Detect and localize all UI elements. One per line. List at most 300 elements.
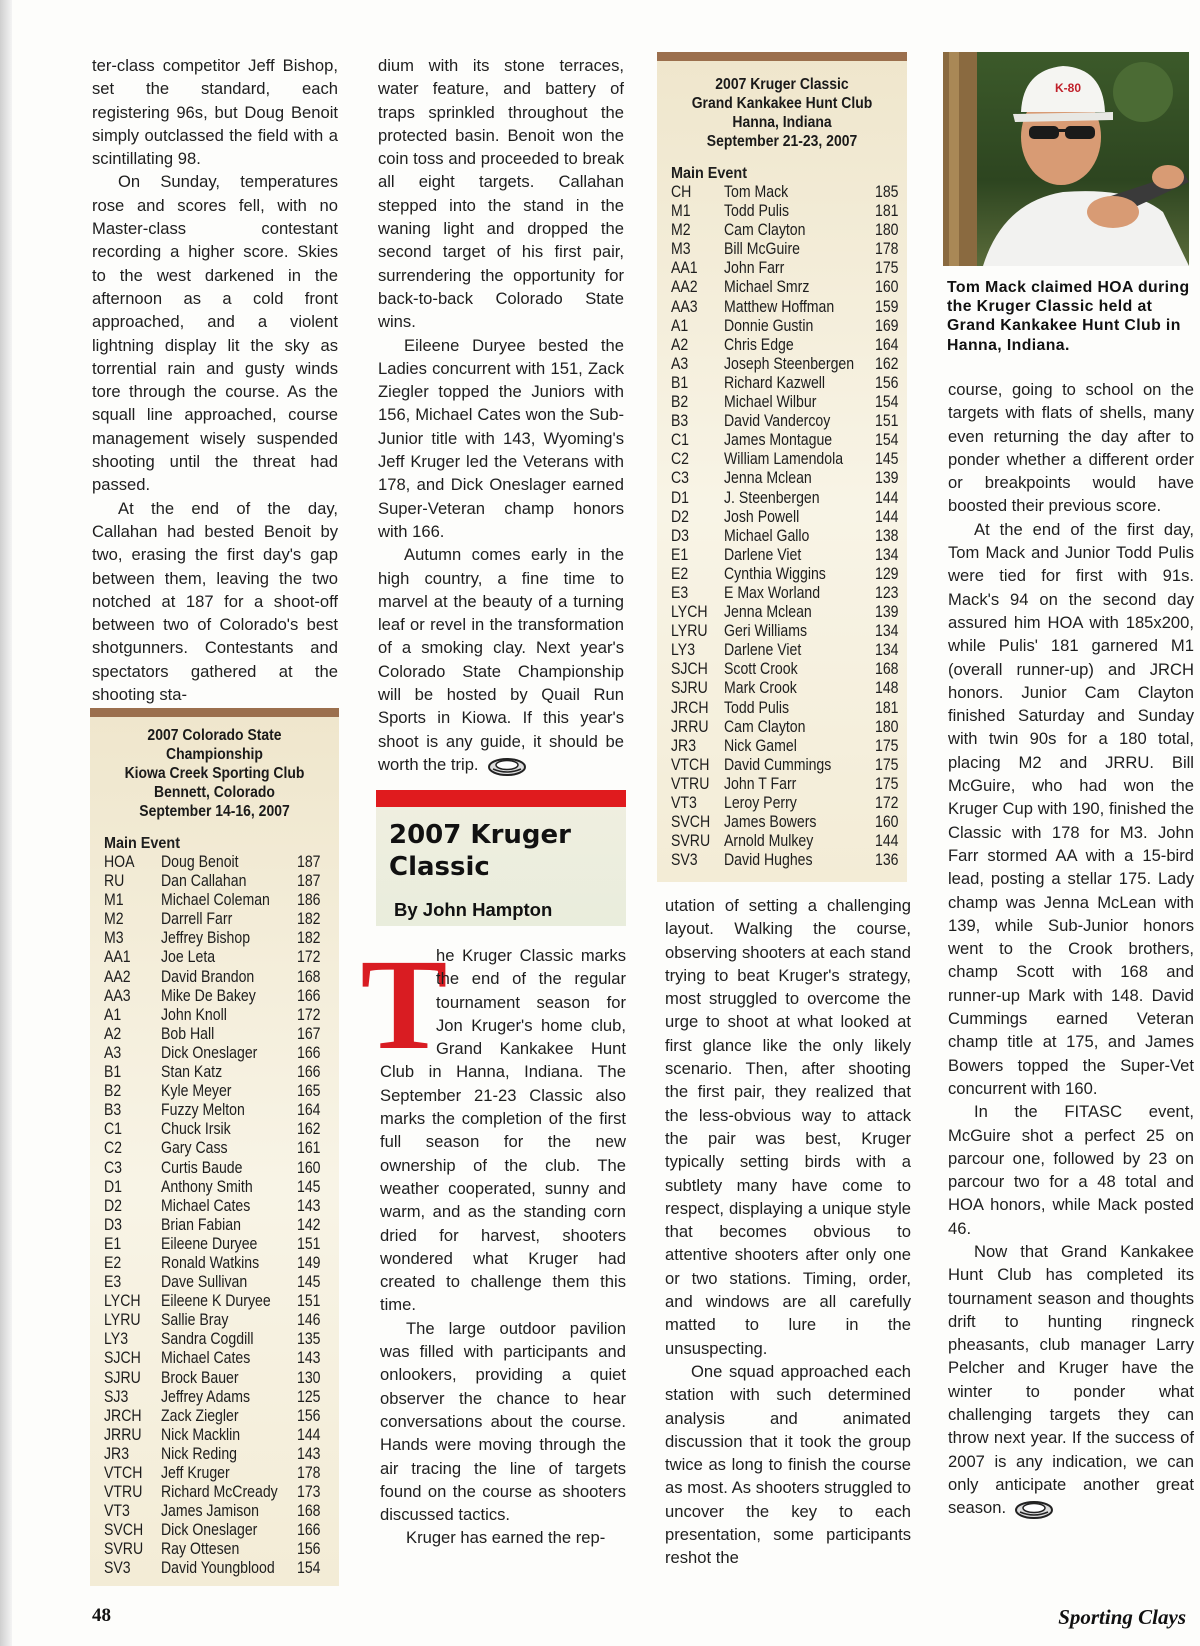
paragraph: Autumn comes early in the high country, a fine time to marvel at the beauty of a turning leaf or revel in the transformation of a smoking clay. Next year's Colorado State Championship will be hosted by Quail Run Sports in Kiowa. If this year's shoot is any guide, it should be worth the trip. (378, 543, 624, 776)
score: 138 (875, 526, 899, 545)
shooter-name: Jenna Mclean (724, 469, 812, 488)
kruger-results-box (657, 52, 907, 882)
shooter-name: Ray Ottesen (161, 1540, 240, 1559)
shooter-name: Dan Callahan (161, 872, 247, 891)
shooter-name: Jenna Mclean (724, 603, 812, 622)
class-code: C3 (671, 469, 690, 488)
class-code: VTRU (671, 774, 710, 793)
section-heading: Main Event (104, 835, 181, 852)
shooter-name: David Youngblood (161, 1559, 275, 1578)
paragraph: At the end of the day, Callahan had bested Benoit by two, erasing the first day's gap between them, leaving the two notched at 187 for a shoot-off between two of Colorado's best shotgunners. Contestants and spectators gathered at the shooting sta- (92, 498, 338, 705)
shooter-name: Nick Reding (161, 1444, 238, 1463)
shooter-name: Tom Mack (724, 183, 789, 201)
shooter-name: Darlene Viet (724, 641, 802, 660)
class-code: M2 (104, 910, 124, 929)
score: 148 (875, 679, 899, 698)
score: 164 (296, 1101, 321, 1120)
result-row (104, 1139, 324, 1158)
page-number: 48 (92, 1605, 111, 1626)
class-code: B3 (671, 412, 689, 431)
score: 182 (296, 929, 321, 948)
result-row (671, 412, 903, 431)
class-code: JRRU (671, 717, 709, 736)
result-row (671, 431, 903, 450)
shooter-name: Michael Wilbur (724, 393, 817, 412)
result-row (671, 298, 903, 317)
result-row (671, 259, 903, 278)
class-code: E1 (671, 545, 689, 564)
score: 178 (296, 1464, 321, 1482)
article-title: 2007 Kruger Classic (389, 820, 571, 882)
class-code: AA1 (104, 948, 131, 967)
shooter-name: Curtis Baude (161, 1158, 243, 1177)
score: 182 (296, 910, 321, 929)
class-code: JR3 (671, 736, 697, 755)
class-code: AA3 (671, 297, 698, 316)
result-row (671, 240, 903, 259)
shooter-name: Sallie Bray (161, 1311, 229, 1330)
result-row (104, 929, 324, 948)
score: 180 (875, 717, 899, 736)
class-code: M1 (104, 891, 124, 910)
class-code: SVCH (671, 813, 711, 832)
result-row (104, 1063, 324, 1082)
result-row (671, 775, 903, 794)
result-row (104, 1101, 324, 1120)
class-code: CH (671, 183, 692, 201)
shooter-name: Cam Clayton (724, 221, 806, 240)
score: 168 (296, 967, 321, 986)
shooter-name: Richard Kazwell (724, 373, 826, 392)
class-code: A1 (671, 316, 689, 335)
score: 143 (296, 1349, 321, 1368)
result-row (671, 718, 903, 737)
column-1 (92, 54, 338, 706)
shooter-name: Sandra Cogdill (161, 1330, 254, 1349)
shooter-name: Donnie Gustin (724, 316, 814, 335)
score: 166 (296, 986, 321, 1005)
shooter-name: Brian Fabian (161, 1215, 241, 1234)
result-row (671, 679, 903, 698)
score: 187 (296, 872, 321, 891)
score: 129 (875, 564, 899, 583)
score: 125 (296, 1387, 321, 1406)
result-row (671, 393, 903, 412)
result-row (104, 987, 324, 1006)
result-row (671, 565, 903, 584)
paragraph: T he Kruger Classic marks the end of the regular tournament season for Jon Kruger's home club, Grand Kankakee Hunt Club in Hanna, Indiana. The September 21-23 Classic also marks the completion of the first full season for the new ownership of the club. The weather cooperated, sunny and warm, and as the standing corn dried for harvest, shooters wondered what Kruger had created to challenge them this time. (360, 933, 626, 1315)
shooter-name: Michael Gallo (724, 526, 810, 545)
shooter-name: Joseph Steenbergen (724, 354, 855, 373)
result-row (104, 1311, 324, 1330)
shooter-name: Mike De Bakey (161, 986, 256, 1005)
class-code: JR3 (104, 1444, 130, 1463)
result-row (671, 851, 903, 870)
result-row (671, 527, 903, 546)
class-code: RU (104, 872, 125, 891)
colorado-results-box (90, 708, 339, 1586)
shooter-name: Jeffrey Adams (161, 1387, 251, 1406)
score: 123 (875, 583, 899, 602)
result-row (104, 1292, 324, 1311)
score: 154 (875, 393, 899, 412)
result-row (104, 968, 324, 987)
score: 139 (875, 603, 899, 622)
class-code: AA3 (104, 986, 131, 1005)
shooter-name: William Lamendola (724, 450, 844, 469)
result-row (671, 202, 903, 221)
result-row (104, 1025, 324, 1044)
class-code: VTCH (104, 1464, 143, 1482)
score: 134 (875, 545, 899, 564)
result-row (671, 469, 903, 488)
shooter-name: E Max Worland (724, 583, 821, 602)
class-code: D2 (104, 1196, 123, 1215)
shooter-name: J. Steenbergen (724, 488, 820, 507)
paragraph: ter-class competitor Jeff Bishop, set the standard, each registering 96s, but Doug Benoit simply outclassed the field with a scintillating 98. (92, 56, 338, 169)
drop-cap (360, 933, 448, 1077)
shooter-name: James Bowers (724, 813, 817, 832)
score: 139 (875, 469, 899, 488)
class-code: E2 (671, 564, 689, 583)
result-row (671, 355, 903, 374)
page-gutter (0, 0, 12, 1646)
score: 175 (875, 755, 899, 774)
class-code: SJCH (671, 660, 708, 679)
result-row (104, 1159, 324, 1178)
score: 169 (875, 316, 899, 335)
result-row (671, 489, 903, 508)
score: 166 (296, 1521, 321, 1540)
score: 167 (296, 1024, 321, 1043)
result-row (671, 374, 903, 393)
score: 136 (875, 851, 899, 870)
score: 135 (296, 1330, 321, 1349)
shooter-name: John Farr (724, 259, 785, 278)
score: 178 (875, 240, 899, 259)
score: 134 (875, 622, 899, 641)
class-code: VTCH (671, 755, 710, 774)
clay-target-icon (487, 755, 527, 777)
shooter-name: Richard McCready (161, 1483, 278, 1502)
class-code: SJRU (104, 1368, 141, 1387)
class-code: LY3 (671, 641, 696, 660)
result-row (671, 603, 903, 622)
result-row (104, 1426, 324, 1445)
shooter-name: David Cummings (724, 755, 832, 774)
result-row (671, 794, 903, 813)
result-row (671, 660, 903, 679)
shooter-name: Mark Crook (724, 679, 797, 698)
column-3 (665, 894, 911, 1570)
class-code: M2 (671, 221, 691, 240)
score: 160 (875, 278, 899, 297)
article-body-column-2 (360, 933, 626, 1550)
shooter-name: Matthew Hoffman (724, 297, 835, 316)
score: 134 (875, 641, 899, 660)
shooter-name: Bill McGuire (724, 240, 800, 259)
shooter-name: David Brandon (161, 967, 255, 986)
result-row (104, 1349, 324, 1368)
class-code: C2 (104, 1139, 123, 1158)
class-code: LYRU (671, 622, 708, 641)
class-code: LY3 (104, 1330, 129, 1349)
column-2 (378, 54, 624, 777)
class-code: E1 (104, 1234, 122, 1253)
class-code: JRCH (104, 1406, 142, 1425)
result-row (671, 737, 903, 756)
shooter-name: Doug Benoit (161, 853, 239, 871)
score: 154 (875, 431, 899, 450)
score: 156 (296, 1540, 321, 1559)
score: 173 (296, 1483, 321, 1502)
score: 145 (296, 1273, 321, 1292)
class-code: A3 (104, 1043, 122, 1062)
score: 180 (875, 221, 899, 240)
result-row (104, 1178, 324, 1197)
result-row (104, 1521, 324, 1540)
shooter-name: Anthony Smith (161, 1177, 253, 1196)
result-row (104, 1407, 324, 1426)
shooter-name: John T Farr (724, 774, 797, 793)
score: 151 (296, 1292, 321, 1311)
result-row (104, 1197, 324, 1216)
result-row (104, 948, 324, 967)
class-code: JRCH (671, 698, 709, 717)
article-heading-block (376, 790, 626, 926)
class-code: C2 (671, 450, 690, 469)
shooter-name: Cynthia Wiggins (724, 564, 826, 583)
class-code: SJCH (104, 1349, 141, 1368)
class-code: C1 (671, 431, 690, 450)
results-table (671, 183, 903, 870)
shooter-name: Nick Macklin (161, 1425, 241, 1444)
result-row (671, 278, 903, 297)
class-code: D3 (104, 1215, 123, 1234)
class-code: AA2 (104, 967, 131, 986)
score: 156 (296, 1406, 321, 1425)
shooter-name: Michael Smrz (724, 278, 810, 297)
result-row (671, 622, 903, 641)
result-row (671, 336, 903, 355)
class-code: SV3 (104, 1559, 131, 1578)
score: 144 (875, 488, 899, 507)
result-row (671, 183, 903, 202)
score: 175 (875, 736, 899, 755)
magazine-name: Sporting Clays (1058, 1605, 1186, 1629)
shooter-name: Scott Crook (724, 660, 798, 679)
paragraph: Eileene Duryee bested the Ladies concurrent with 151, Zack Ziegler topped the Juniors with 156, Michael Cates won the Sub-Junior title with 143, Wyoming's Jeff Kruger led the Veterans with 178, and Dick Oneslager earned Super-Veteran champ honors with 166. (378, 335, 624, 541)
shooter-name: John Knoll (161, 1005, 227, 1024)
svg-text:K-80: K-80 (1055, 81, 1082, 95)
shooter-name: David Vandercoy (724, 412, 831, 431)
score: 166 (296, 1063, 321, 1082)
class-code: M3 (104, 929, 124, 948)
result-row (671, 317, 903, 336)
shooter-name: Leroy Perry (724, 794, 797, 812)
box-top-bar (657, 52, 907, 61)
result-row (104, 910, 324, 929)
photo-tom-mack (943, 52, 1189, 266)
result-row (104, 1120, 324, 1139)
result-row (671, 546, 903, 565)
article-byline: By John Hampton (394, 899, 553, 920)
class-code: C3 (104, 1158, 123, 1177)
score: 168 (875, 660, 899, 679)
score: 172 (296, 1005, 321, 1024)
score: 172 (875, 794, 899, 812)
result-row (104, 891, 324, 910)
class-code: E2 (104, 1253, 122, 1272)
paragraph: The large outdoor pavilion was filled with participants and onlookers, providing a quiet observer the chance to hear conversations about the course. Hands were moving through the air tracing the line of targets found on the course as shooters discussed tactics. (380, 1318, 626, 1525)
photo-image (943, 52, 1189, 266)
class-code: HOA (104, 853, 135, 871)
shooter-name: Dick Oneslager (161, 1521, 258, 1540)
score: 149 (296, 1253, 321, 1272)
score: 164 (875, 335, 899, 354)
result-row (104, 1559, 324, 1578)
result-row (671, 584, 903, 603)
result-row (104, 1483, 324, 1502)
results-table (104, 853, 324, 1579)
result-row (671, 832, 903, 851)
class-code: SV3 (671, 851, 698, 870)
score: 166 (296, 1043, 321, 1062)
class-code: D1 (104, 1177, 123, 1196)
shooter-name: Todd Pulis (724, 202, 790, 221)
shooter-name: Eileene K Duryee (161, 1292, 271, 1311)
score: 142 (296, 1215, 321, 1234)
shooter-name: James Jamison (161, 1502, 259, 1521)
score: 162 (875, 354, 899, 373)
class-code: B2 (104, 1082, 122, 1101)
result-row (671, 450, 903, 469)
score: 181 (875, 698, 899, 717)
shooter-name: Dick Oneslager (161, 1043, 258, 1062)
result-row (104, 1388, 324, 1407)
class-code: B1 (104, 1063, 122, 1082)
paragraph: In the FITASC event, McGuire shot a perfect 25 on parcour one, followed by 23 on parcour two for a 48 total and HOA honors, while Mack posted 46. (948, 1102, 1194, 1238)
class-code: B2 (671, 393, 689, 412)
score: 151 (296, 1234, 321, 1253)
shooter-name: Bob Hall (161, 1024, 215, 1043)
paragraph: On Sunday, temperatures rose and scores fell, with no Master-class contestant recording a higher score. Skies to the west darkened in the afternoon as a cold front approached, and a violent lightning display lit the sky as torrential rain and gusty winds tore through the course. As the squall line approached, course management wisely suspended shooting until the threat had passed. (92, 172, 338, 495)
paragraph: utation of setting a challenging layout. Walking the course, observing shooters at each stand trying to beat Kruger's strategy, most struggled to overcome the urge to shoot at what looked at first glance like the only likely scenario. Then, after shooting the first pair, they realized that the less-obvious way to attack the pair was best, Kruger typically setting birds with a subtlety many have come to respect, displaying a unique style that becomes obvious to attentive shooters after only one or two stations. Timing, order, and windows are all carefully matted to lure in the unsuspecting. (665, 896, 911, 1358)
result-row (104, 1330, 324, 1349)
class-code: D2 (671, 507, 690, 526)
paragraph: Kruger has earned the rep- (406, 1528, 606, 1548)
shooter-name: Kyle Meyer (161, 1082, 232, 1101)
shooter-name: Arnold Mulkey (724, 832, 814, 851)
class-code: SVRU (104, 1540, 144, 1559)
shooter-name: Zack Ziegler (161, 1406, 239, 1425)
result-row (104, 1254, 324, 1273)
result-row (104, 1235, 324, 1254)
result-row (104, 1445, 324, 1464)
score: 175 (875, 259, 899, 278)
shooter-name: Darlene Viet (724, 545, 802, 564)
result-row (104, 1006, 324, 1025)
class-code: D1 (671, 488, 690, 507)
shooter-name: Michael Cates (161, 1196, 251, 1215)
column-4 (948, 378, 1194, 1520)
score: 160 (296, 1158, 321, 1177)
svg-text:T: T (360, 933, 448, 1077)
shooter-name: Chris Edge (724, 335, 794, 354)
box-top-bar (90, 708, 339, 717)
box-title: 2007 Colorado State Championship Kiowa Creek Sporting Club Bennett, Colorado September 14-16, 2007 (124, 727, 305, 820)
class-code: LYRU (104, 1311, 141, 1330)
shooter-name: Brock Bauer (161, 1368, 239, 1387)
score: 151 (875, 412, 899, 431)
class-code: JRRU (104, 1425, 142, 1444)
score: 160 (875, 813, 899, 832)
result-row (104, 1464, 324, 1483)
shooter-name: Eileene Duryee (161, 1234, 258, 1253)
score: 168 (296, 1502, 321, 1521)
class-code: E3 (104, 1273, 122, 1292)
score: 143 (296, 1444, 321, 1463)
class-code: M3 (671, 240, 691, 259)
result-row (104, 1216, 324, 1235)
shooter-name: Gary Cass (161, 1139, 228, 1158)
score: 186 (296, 891, 321, 910)
result-row (671, 508, 903, 527)
result-row (104, 1082, 324, 1101)
class-code: A1 (104, 1005, 122, 1024)
shooter-name: Geri Williams (724, 622, 808, 641)
result-row (671, 221, 903, 240)
result-row (104, 1502, 324, 1521)
shooter-name: Cam Clayton (724, 717, 806, 736)
shooter-name: Joe Leta (161, 948, 216, 967)
score: 145 (296, 1177, 321, 1196)
score: 159 (875, 297, 899, 316)
paragraph: One squad approached each station with such determined analysis and animated discussion that it took the group twice as long to finish the course as most. As shooters struggled to uncover the key to each presentation, some participants reshot the (665, 1361, 911, 1568)
shooter-name: Jeff Kruger (161, 1464, 230, 1482)
paragraph: dium with its stone terraces, water feature, and battery of traps sprinkled throughout the protected basin. Benoit won the coin toss and proceeded to break all eight targets. Callahan stepped into the stand in the waning light and dropped the second target of his first pair, surrendering the opportunity for back-to-back Colorado State wins. (378, 56, 624, 332)
shooter-name: Stan Katz (161, 1063, 223, 1082)
result-row (104, 872, 324, 891)
shooter-name: Michael Cates (161, 1349, 251, 1368)
result-row (104, 1369, 324, 1388)
score: 144 (875, 832, 899, 851)
class-code: VT3 (671, 794, 697, 812)
class-code: LYCH (104, 1292, 141, 1311)
score: 146 (296, 1311, 321, 1330)
result-row (671, 813, 903, 832)
score: 143 (296, 1196, 321, 1215)
shooter-name: Michael Coleman (161, 891, 270, 910)
box-title: 2007 Kruger Classic Grand Kankakee Hunt Club Hanna, Indiana September 21-23, 2007 (691, 76, 873, 150)
score: 130 (296, 1368, 321, 1387)
class-code: A2 (671, 335, 689, 354)
score: 175 (875, 774, 899, 793)
shooter-name: Ronald Watkins (161, 1253, 260, 1272)
result-row (104, 1540, 324, 1559)
score: 154 (296, 1559, 321, 1578)
class-code: SVCH (104, 1521, 144, 1540)
result-row (104, 1273, 324, 1292)
score: 187 (296, 853, 321, 871)
score: 165 (296, 1082, 321, 1101)
result-row (104, 853, 324, 872)
score: 144 (875, 507, 899, 526)
class-code: B3 (104, 1101, 122, 1120)
score: 145 (875, 450, 899, 469)
class-code: VT3 (104, 1502, 130, 1521)
class-code: LYCH (671, 603, 708, 622)
